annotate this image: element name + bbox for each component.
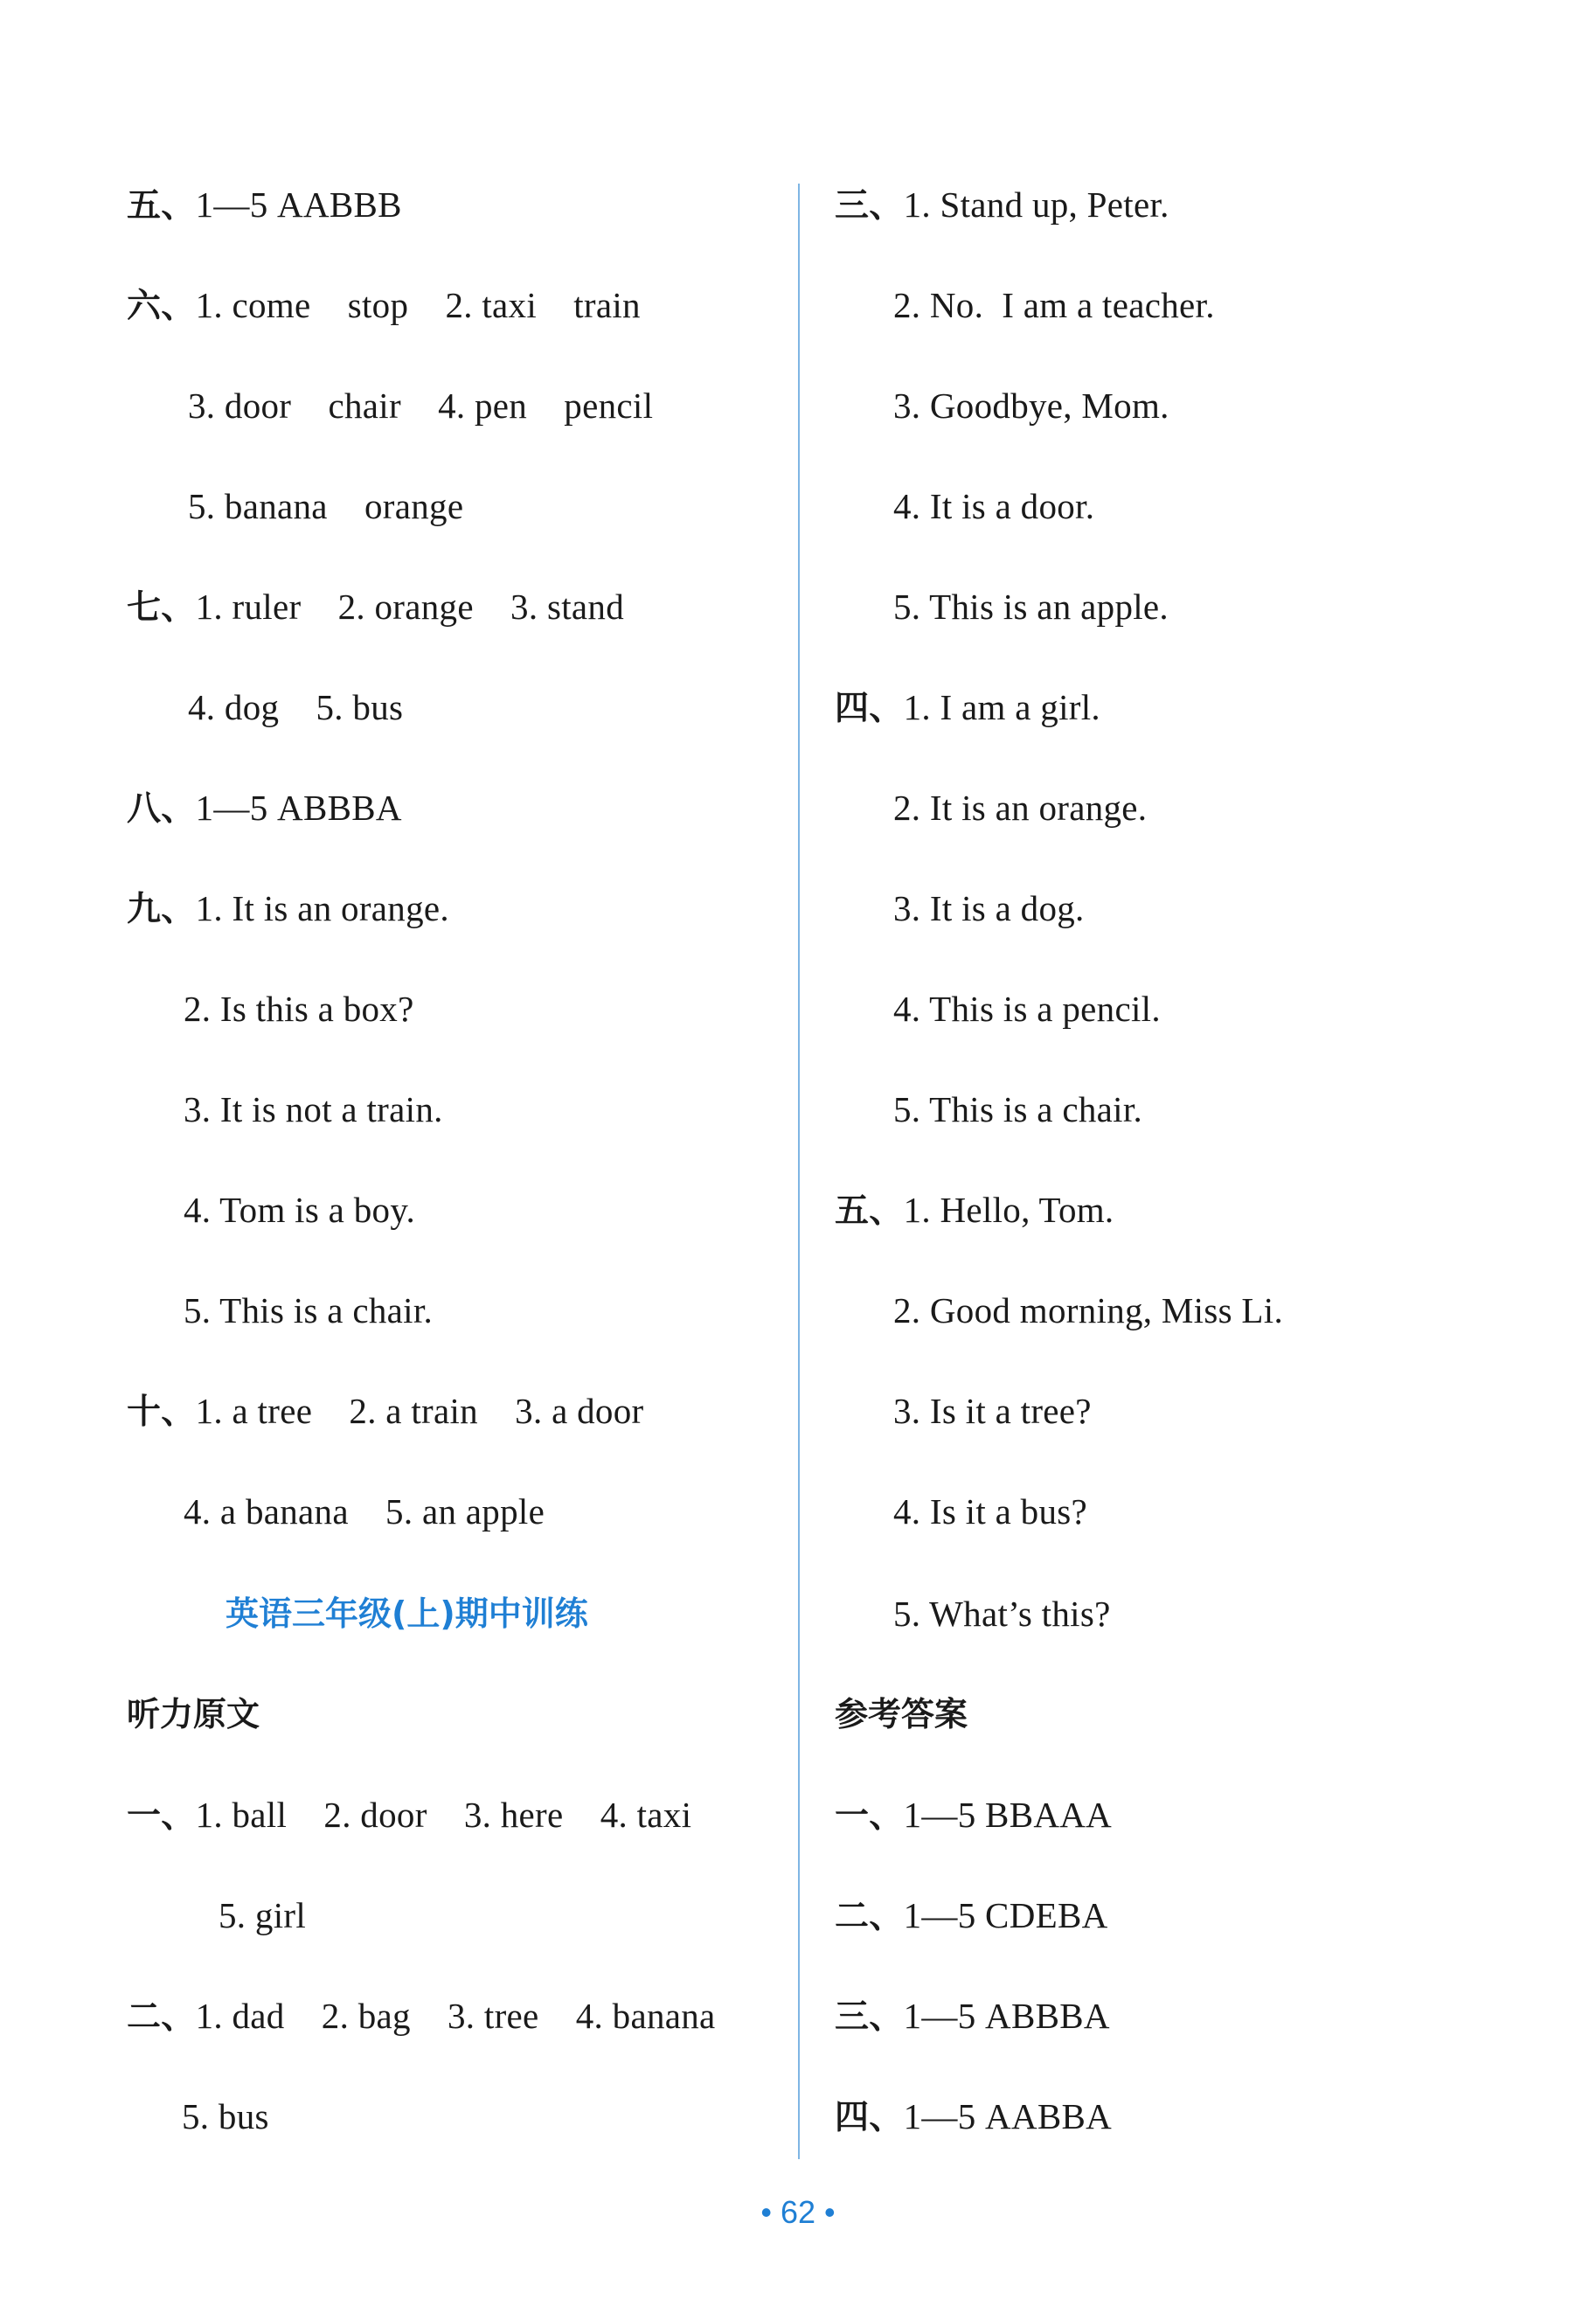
q-prefix: 二、: [127, 1997, 196, 2037]
left-q10-line1: 十、1. a tree 2. a train 3. a door: [127, 1391, 644, 1432]
page-number: • 62 •: [760, 2194, 836, 2230]
q-prefix: 四、: [835, 689, 904, 728]
left-q6-line3: 5. banana orange: [188, 486, 464, 526]
left-l1-line1: 一、1. ball 2. door 3. here 4. taxi: [127, 1795, 692, 1836]
left-q5: 五、1—5 AABBB: [127, 184, 402, 226]
left-q6-line1: 六、1. come stop 2. taxi train: [127, 285, 641, 326]
right-a2: 二、1—5 CDEBA: [835, 1895, 1108, 1936]
answers-heading: 参考答案: [835, 1695, 968, 1733]
left-l2-line1: 二、1. dad 2. bag 3. tree 4. banana: [127, 1996, 716, 2037]
right-q5-line4: 4. Is it a bus?: [893, 1491, 1087, 1532]
left-q9-line2: 2. Is this a box?: [184, 989, 414, 1029]
q-prefix: 九、: [127, 890, 196, 929]
section-title: 英语三年级(上)期中训练: [226, 1594, 588, 1633]
q-prefix: 二、: [835, 1897, 904, 1936]
left-q9-line3: 3. It is not a train.: [184, 1089, 443, 1129]
right-a3: 三、1—5 ABBBA: [835, 1996, 1110, 2037]
right-q5-line1: 五、1. Hello, Tom.: [835, 1190, 1114, 1231]
left-l1-line2: 5. girl: [219, 1895, 307, 1935]
q-prefix: 六、: [127, 287, 196, 326]
right-q4-line3: 3. It is a dog.: [893, 888, 1085, 928]
right-q4-line4: 4. This is a pencil.: [893, 989, 1161, 1029]
right-q3-line5: 5. This is an apple.: [893, 587, 1169, 627]
q-prefix: 七、: [127, 588, 196, 628]
q-prefix: 八、: [127, 789, 196, 829]
listening-heading: 听力原文: [127, 1695, 260, 1733]
q-prefix: 五、: [835, 1191, 904, 1231]
right-q3-line2: 2. No. I am a teacher.: [893, 285, 1215, 325]
q-prefix: 四、: [835, 2098, 904, 2137]
left-l2-line2: 5. bus: [182, 2096, 269, 2136]
left-q7-line1: 七、1. ruler 2. orange 3. stand: [127, 587, 624, 628]
q-prefix: 三、: [835, 1997, 904, 2037]
right-q4-line5: 5. This is a chair.: [893, 1089, 1143, 1129]
right-q5-line2: 2. Good morning, Miss Li.: [893, 1290, 1283, 1330]
right-q4-line2: 2. It is an orange.: [893, 788, 1148, 828]
right-q3-line1: 三、1. Stand up, Peter.: [835, 184, 1169, 226]
q-prefix: 三、: [835, 186, 904, 226]
right-a4: 四、1—5 AABBA: [835, 2096, 1113, 2137]
right-q5-line5: 5. What’s this?: [893, 1594, 1111, 1634]
right-q5-line3: 3. Is it a tree?: [893, 1391, 1092, 1431]
q-prefix: 一、: [127, 1796, 196, 1836]
right-q4-line1: 四、1. I am a girl.: [835, 687, 1100, 728]
right-q3-line3: 3. Goodbye, Mom.: [893, 386, 1169, 426]
left-q7-line2: 4. dog 5. bus: [188, 687, 404, 727]
right-q3-line4: 4. It is a door.: [893, 486, 1095, 526]
left-q10-line2: 4. a banana 5. an apple: [184, 1491, 545, 1532]
q-prefix: 十、: [127, 1393, 196, 1432]
q-prefix: 一、: [835, 1796, 904, 1836]
left-q9-line4: 4. Tom is a boy.: [184, 1190, 416, 1230]
left-q6-line2: 3. door chair 4. pen pencil: [188, 386, 654, 426]
column-divider: [798, 184, 800, 2159]
right-a1: 一、1—5 BBAAA: [835, 1795, 1113, 1836]
left-q8: 八、1—5 ABBBA: [127, 788, 402, 829]
left-q9-line5: 5. This is a chair.: [184, 1290, 434, 1330]
left-q9-line1: 九、1. It is an orange.: [127, 888, 449, 929]
q-prefix: 五、: [127, 186, 196, 226]
